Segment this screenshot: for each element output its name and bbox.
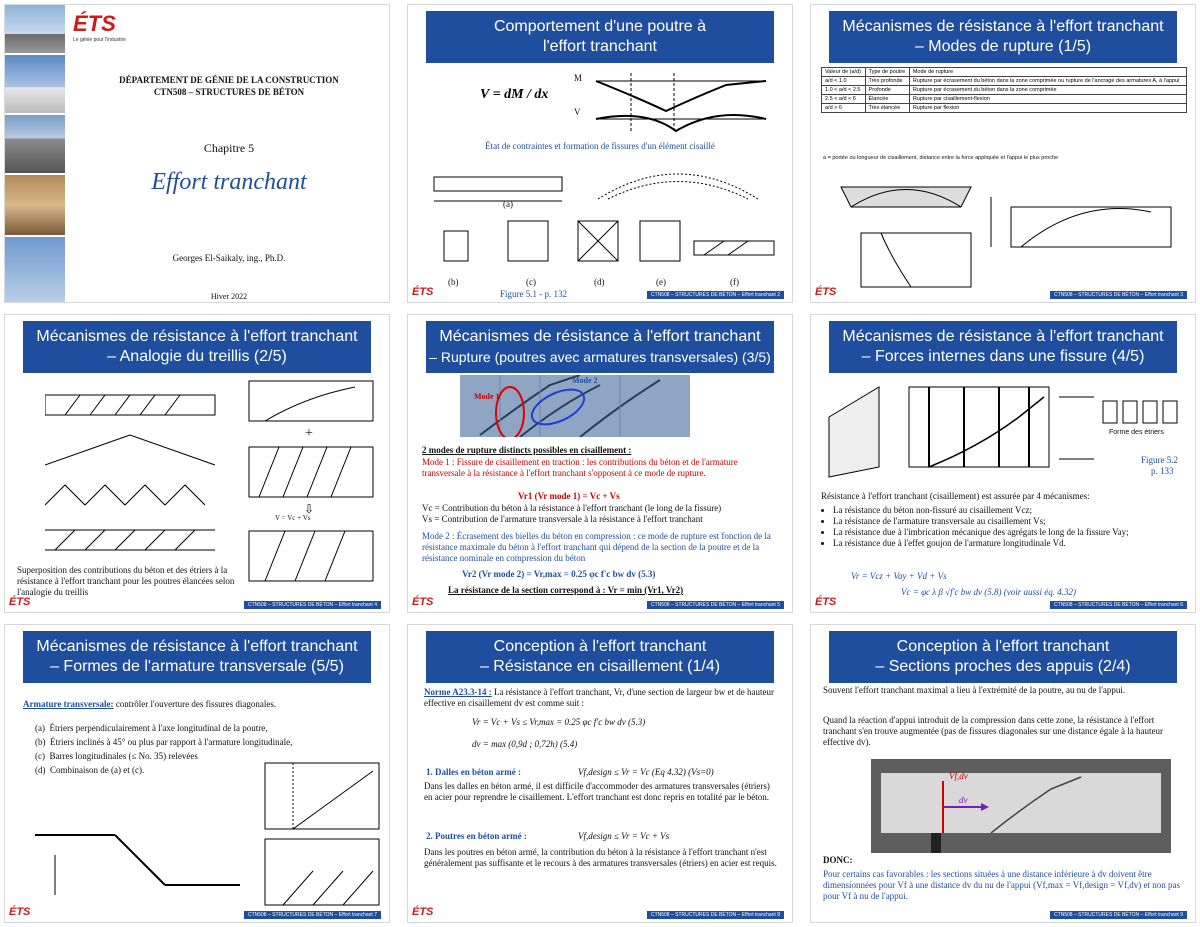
formula-v: V = dM / dx — [480, 87, 549, 102]
table-cell: a/d > 6 — [822, 104, 866, 113]
slide-2[interactable] — [407, 4, 793, 303]
title-line-1: Comportement d'une poutre à — [493, 18, 707, 35]
resistance-result: La résistance de la section correspond à : Vr = min (Vr1, Vr2) — [448, 585, 684, 595]
title-line-2: l'effort tranchant — [543, 38, 657, 55]
vr-eq: Vr = Vcz + Vay + Vd + Vs — [851, 571, 947, 581]
figure-ref-1: Figure 5.2 — [1141, 455, 1178, 465]
eq-5-4: dv = max (0,9d ; 0,72h) (5.4) — [472, 739, 578, 749]
beams-eq: Vf,design ≤ Vr = Vc + Vs — [578, 831, 670, 841]
norm-text: La résistance à l'effort tranchant, Vr, d'une section de largeur bw et de hauteur effective en cisaillement dv est comme suit : — [424, 687, 774, 708]
mode1-text — [422, 457, 778, 479]
list-item: • La résistance du béton non-fissuré au cisaillement Vcz; — [833, 505, 1185, 516]
ets-logo-tagline: Le génie pour l'industrie — [73, 37, 126, 43]
item-text: Étriers inclinés à 45° ou plus par rapport à l'armature longitudinale, — [50, 737, 293, 747]
mechanisms-list — [821, 505, 1185, 549]
mode2-text — [422, 531, 778, 564]
title-line-1: Mécanismes de résistance à l'effort tranchant — [36, 638, 358, 655]
slide-footer: CTN508 – STRUCTURES DE BÉTON – Effort tranchant 6 — [1050, 601, 1187, 609]
eq-5-3: Vr = Vc + Vs ≤ Vr,max = 0.25 φc f'c bw dv (5.3) — [472, 717, 646, 727]
support-compression-paragraph: Quand la réaction d'appui introduit de la compression dans cette zone, la résistance à l'effort tranchant s'en trouve augmentée (pas de fissures diagonales sur une distance égale à la hauteur effective dv). — [823, 715, 1163, 747]
ets-small-logo: ÉTS — [412, 906, 434, 918]
slide-footer: CTN508 – STRUCTURES DE BÉTON – Effort tranchant 5 — [647, 601, 784, 609]
beams-paragraph: Dans les poutres en béton armé, la contribution du béton à la résistance à l'effort tranchant n'est généralement pas suffisante et le recours à des armatures transversales (étriers) en acier est requis. — [424, 847, 777, 868]
table-cell: Rupture par écrasement du béton dans la zone comprimée — [909, 86, 1186, 95]
title-line-2: – Sections proches des appuis (2/4) — [875, 658, 1131, 675]
transverse-intro — [23, 699, 379, 710]
truss-analogy-left — [45, 385, 225, 565]
slide-footer: CTN508 – STRUCTURES DE BÉTON – Effort tranchant 9 — [1050, 911, 1187, 919]
intro-rest: contrôler l'ouverture des fissures diagonales. — [113, 699, 277, 709]
table-cell: a/d < 1.0 — [822, 77, 866, 86]
ets-logo: ÉTS — [73, 11, 116, 36]
slide-footer: CTN508 – STRUCTURES DE BÉTON – Effort tranchant 3 — [1050, 291, 1187, 299]
title-line-2: – Modes de rupture (1/5) — [914, 38, 1092, 55]
department: DÉPARTEMENT DE GÉNIE DE LA CONSTRUCTION — [119, 75, 339, 85]
conclusion-paragraph: Pour certains cas favorables : les sections situées à une distance inférieure à dv doivent être dimensionnées pour Vf à une distance dv du nu de l'appui (Vf,max = Vf,design = Vf,dv) et non pas pour Vf à nu de l'appui. — [823, 869, 1180, 901]
bridge-photo — [5, 5, 65, 53]
slide-footer: CTN508 – STRUCTURES DE BÉTON – Effort tranchant 2 — [647, 291, 784, 299]
slide-9[interactable] — [810, 624, 1196, 923]
table-cell: Très profonde — [865, 77, 909, 86]
svg-text:⇩: ⇩ — [303, 502, 315, 516]
slide-4[interactable] — [4, 314, 390, 613]
table-cell: Rupture par écrasement du béton dans la zone comprimée ou rupture de l'ancrage des armatures A, à l'appui — [909, 77, 1186, 86]
internal-forces-figure — [819, 377, 1099, 481]
modes-intro: 2 modes de rupture distincts possibles en cisaillement : — [422, 445, 632, 455]
title-line-2: – Rupture (poutres avec armatures transversales) (3/5) — [429, 349, 771, 365]
ets-small-logo: ÉTS — [9, 906, 31, 918]
mode2-eq: Vr2 (Vr mode 2) = Vr,max = 0.25 φc f'c bw dv (5.3) — [462, 569, 656, 579]
ets-small-logo: ÉTS — [412, 286, 434, 298]
title-line-1: Mécanismes de résistance à l'effort tranchant — [36, 328, 358, 345]
table-cell: 2.5 < a/d < 6 — [822, 95, 866, 104]
norm-ref: Norme A23.3-14 : — [424, 687, 492, 697]
ets-small-logo: ÉTS — [9, 596, 31, 608]
donc-label: DONC: — [823, 855, 853, 865]
title-line-1: Conception à l'effort tranchant — [493, 638, 707, 655]
mode1-eq: Vr1 (Vr mode 1) = Vc + Vs — [518, 491, 620, 501]
slide-title — [426, 631, 774, 683]
beam-test-photo — [871, 759, 1171, 853]
item-marker: (b) — [35, 737, 46, 747]
course: CTN508 – STRUCTURES DE BÉTON — [153, 87, 305, 97]
item-text: Barres longitudinales (≤ No. 35) relevées — [49, 751, 198, 761]
title-line-1: Conception à l'effort tranchant — [896, 638, 1110, 655]
title-line-2: – Forces internes dans une fissure (4/5) — [861, 348, 1145, 365]
slide-5[interactable] — [407, 314, 793, 613]
table-cell: 1.0 < a/d < 2.5 — [822, 86, 866, 95]
slide-3[interactable] — [810, 4, 1196, 303]
building-photo — [5, 175, 65, 235]
table-cell: Mode de rupture — [909, 68, 1186, 77]
photo-strip — [5, 5, 65, 303]
failure-mode-table — [821, 67, 1187, 113]
slide-title — [23, 631, 371, 683]
label-m: M — [574, 73, 583, 83]
span-note: a = portée ou longueur de cisaillement, distance entre la force appliquée et l'appui le plus proche — [823, 155, 1059, 161]
figure-ref: Figure 5.1 - p. 132 — [500, 289, 567, 299]
slabs-paragraph: Dans les dalles en béton armé, il est difficile d'accommoder des armatures transversales (étriers) en acier pour reprendre le cisaillement. L'effort tranchant est donc repris en totalité par le béton. — [424, 781, 770, 802]
item-d — [35, 765, 144, 776]
item-text: Combinaison de (a) et (c). — [50, 765, 145, 775]
title-line-2: – Formes de l'armature transversale (5/5) — [50, 658, 344, 675]
vc-vs-eq: V = Vc + Vs — [275, 514, 311, 522]
table-row — [822, 77, 1187, 86]
author: Georges El-Saikaly, ing., Ph.D. — [172, 253, 286, 263]
title-line-1: Mécanismes de résistance à l'effort tranchant — [842, 18, 1164, 35]
beams-heading: 2. Poutres en béton armé : — [426, 831, 527, 841]
list-item: • La résistance due à l'imbrication mécanique des agrégats le long de la fissure Vay; — [833, 527, 1185, 538]
bent-bar-figure — [25, 795, 245, 905]
stirrup-shapes — [1101, 397, 1191, 427]
vf-dv-label: Vf,dv — [949, 771, 968, 781]
ets-small-logo: ÉTS — [815, 596, 837, 608]
fig-label-f: (f) — [730, 277, 739, 287]
mechanisms-intro: Résistance à l'effort tranchant (cisaillement) est assurée par 4 mécanismes: — [821, 491, 1090, 501]
item-marker: (d) — [35, 765, 46, 775]
max-shear-paragraph: Souvent l'effort tranchant maximal a lieu à l'extrémité de la poutre, au nu de l'appui. — [823, 685, 1126, 695]
slabs-eq: Vf,design ≤ Vr = Vc (Eq 4.32) (Vs=0) — [578, 767, 714, 777]
item-marker: (a) — [35, 723, 45, 733]
stirrup-label: Forme des étriers — [1109, 429, 1164, 436]
slide-title — [829, 11, 1177, 63]
item-b — [35, 737, 292, 748]
table-row — [822, 95, 1187, 104]
vs-def: Vs = Contribution de l'armature transversale à la résistance à l'effort tranchant — [422, 514, 703, 524]
title-line-1: Mécanismes de résistance à l'effort tranchant — [842, 328, 1164, 345]
label-v: V — [574, 107, 581, 117]
mode2-desc: Mode 2 : Écrasement des bielles du béton en compression : ce mode de rupture est fonction de la résistance maximale du béton à l'effort tranchant qui dépend de la section de la poutre et de la résistance nominale en compression du béton — [422, 531, 771, 563]
ets-small-logo: ÉTS — [815, 286, 837, 298]
stress-figure — [428, 159, 778, 289]
truss-caption: Superposition des contributions du béton et des étriers à la résistance à l'effort tranchant pour les poutres élancées selon l'analogie du treillis — [17, 565, 235, 597]
figure-ref-2: p. 133 — [1151, 466, 1174, 476]
slide-footer: CTN508 – STRUCTURES DE BÉTON – Effort tranchant 4 — [244, 601, 381, 609]
slide-8[interactable] — [407, 624, 793, 923]
fig-label-e: (e) — [656, 277, 666, 287]
item-marker: (c) — [35, 751, 45, 761]
opera-photo — [5, 55, 65, 113]
slide-title — [23, 321, 371, 373]
ets-small-logo: ÉTS — [412, 596, 434, 608]
title-line-2: – Résistance en cisaillement (1/4) — [479, 658, 721, 675]
table-cell: Type de poutre — [865, 68, 909, 77]
table-cell: Rupture par cisaillement-flexion — [909, 95, 1186, 104]
fig-label-a: (a) — [503, 199, 513, 209]
table-row — [822, 68, 1187, 77]
table-row — [822, 104, 1187, 113]
failure-modes-figure — [821, 167, 1187, 293]
subject-title: Effort tranchant — [151, 169, 307, 195]
stress-caption: État de contraintes et formation de fissures d'un élément cisaillé — [485, 141, 715, 151]
tower-photo — [5, 237, 65, 303]
fig-label-c: (c) — [526, 277, 536, 287]
item-a — [35, 723, 268, 734]
chapter: Chapitre 5 — [203, 141, 255, 155]
table-cell: Profonde — [865, 86, 909, 95]
mode2-photo-label: Mode 2 — [572, 376, 598, 385]
slide-6[interactable] — [810, 314, 1196, 613]
list-item: • La résistance de l'armature transversale au cisaillement Vs; — [833, 516, 1185, 527]
dv-label: dv — [959, 795, 968, 805]
mode1-photo-label: Mode 1 — [474, 392, 500, 401]
title-line-2: – Analogie du treillis (2/5) — [107, 348, 287, 365]
mode1-desc: Mode 1 : Fissure de cisaillement en traction : les contributions du béton et de l'armature transversale à la résistance à l'effort tranchant s'opposent à ce mode de rupture. — [422, 457, 738, 478]
table-cell: Élancée — [865, 95, 909, 104]
moment-shear-diagram — [576, 67, 776, 137]
slide-footer: CTN508 – STRUCTURES DE BÉTON – Effort tranchant 7 — [244, 911, 381, 919]
truss-analogy-right — [245, 377, 381, 587]
table-row — [822, 86, 1187, 95]
slide-title — [829, 321, 1177, 373]
item-text: Étriers perpendiculairement à l'axe longitudinal de la poutre, — [49, 723, 268, 733]
slide-7[interactable] — [4, 624, 390, 923]
vc-eq: Vc = φc λ β √f'c bw dv (5.8) (voir aussi éq. 4.32) — [901, 587, 1077, 597]
table-cell: Valeur de (a/d) — [822, 68, 866, 77]
slabs-heading: 1. Dalles en béton armé : — [426, 767, 521, 777]
slide-title — [829, 631, 1177, 683]
intro-underlined: Armature transversale: — [23, 699, 114, 709]
vc-def: Vc = Contribution du béton à la résistance à l'effort tranchant (le long de la fissure) — [422, 503, 722, 513]
svg-text:+: + — [305, 426, 313, 441]
slide-title — [426, 11, 774, 63]
date: Hiver 2022 — [210, 292, 248, 301]
item-c — [35, 751, 198, 762]
slide-title — [426, 321, 774, 373]
slide-1-cover[interactable] — [4, 4, 390, 303]
slide-footer: CTN508 – STRUCTURES DE BÉTON – Effort tranchant 8 — [647, 911, 784, 919]
table-cell: Très élancée — [865, 104, 909, 113]
fig-label-d: (d) — [594, 277, 605, 287]
fig-label-b: (b) — [448, 277, 459, 287]
table-cell: Rupture par flexion — [909, 104, 1186, 113]
norm-paragraph — [424, 687, 778, 709]
list-item: • La résistance due à l'effet goujon de l'armature longitudinale Vd. — [833, 538, 1185, 549]
title-line-1: Mécanismes de résistance à l'effort tranchant — [439, 328, 761, 345]
stirrup-figure — [263, 761, 381, 909]
arch-photo — [5, 115, 65, 173]
